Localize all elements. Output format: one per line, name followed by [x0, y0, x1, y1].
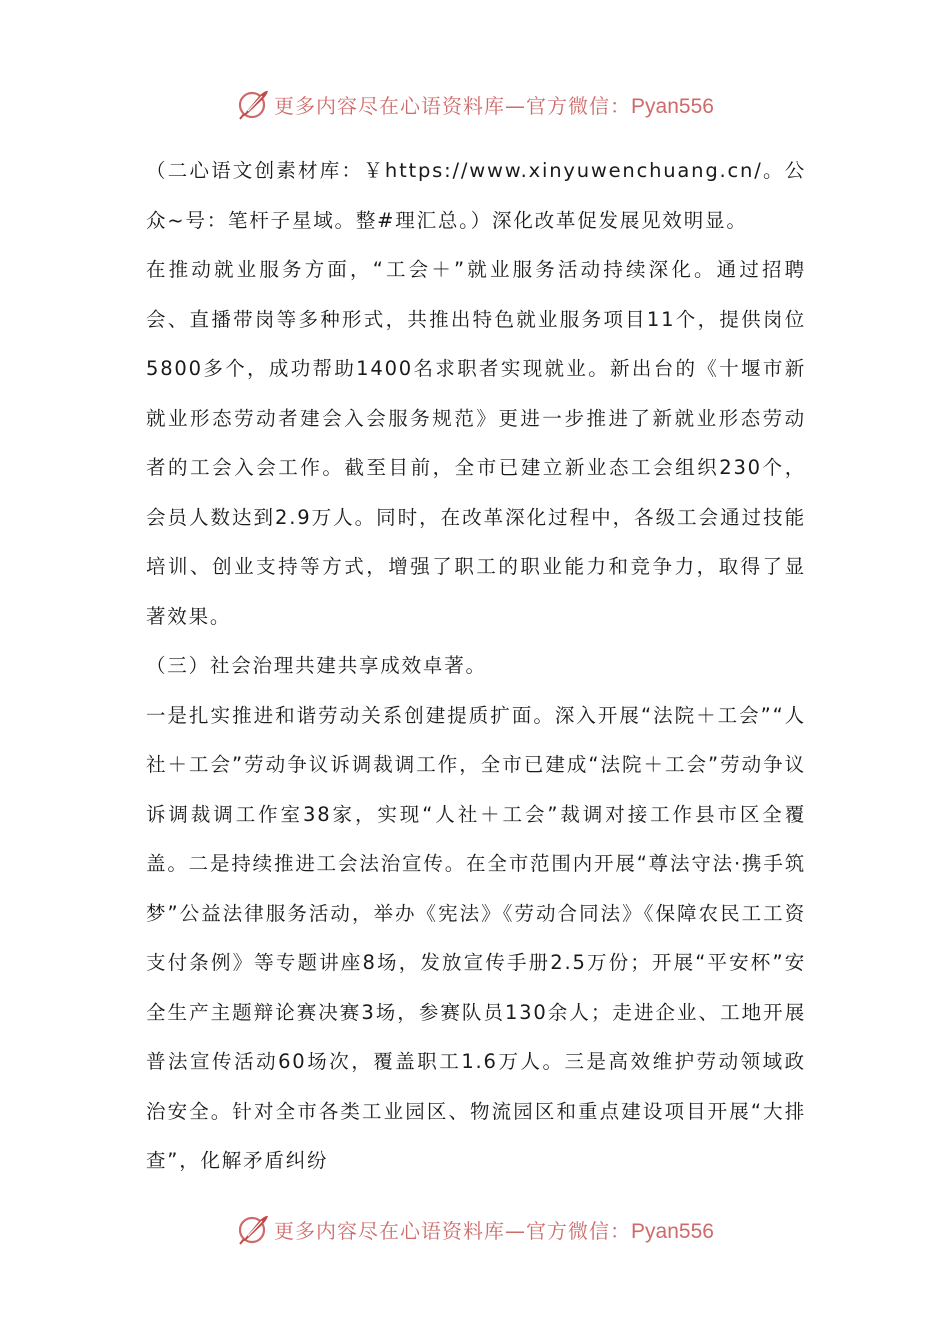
document-body	[146, 146, 806, 1186]
wechat-handle: Pyan556	[631, 1219, 714, 1243]
banner-text	[274, 1215, 714, 1244]
footer-banner	[0, 1209, 950, 1249]
paragraph-labor-relations: 一是扎实推进和谐劳动关系创建提质扩面。深入开展“法院＋工会”“人社＋工会”劳动争议诉调裁调工作，全市已建成“法院＋工会”劳动争议诉调裁调工作室38家，实现“人社＋工会”裁调对接工作县市区全覆盖。二是持续推进工会法治宣传。在全市范围内开展“尊法守法·携手筑梦”公益法律服务活动，举办《宪法》《劳动合同法》《保障农民工工资支付条例》等专题讲座8场，发放宣传手册2.5万份；开展“平安杯”安全生产主题辩论赛决赛3场，参赛队员130余人；走进企业、工地开展普法宣传活动60场次，覆盖职工1.6万人。三是高效维护劳动领域政治安全。针对全市各类工业园区、物流园区和重点建设项目开展“大排查”，化解矛盾纠纷	[146, 703, 806, 1172]
banner-text	[274, 90, 714, 119]
paragraph-employment-service: 在推动就业服务方面，“工会＋”就业服务活动持续深化。通过招聘会、直播带岗等多种形式，共推出特色就业服务项目11个，提供岗位5800多个，成功帮助1400名求职者实现就业。新出台的《十堰市新就业形态劳动者建会入会服务规范》更进一步推进了新就业形态劳动者的工会入会工作。截至目前，全市已建立新业态工会组织230个，会员人数达到2.9万人。同时，在改革深化过程中，各级工会通过技能培训、创业支持等方式，增强了职工的职业能力和竞争力，取得了显著效果。	[146, 258, 806, 628]
header-banner	[0, 84, 950, 124]
banner-slogan: 更多内容尽在心语资料库—官方微信：	[274, 93, 632, 118]
wechat-handle: Pyan556	[631, 94, 714, 118]
quill-pen-circle-icon	[236, 87, 270, 121]
banner-slogan: 更多内容尽在心语资料库—官方微信：	[274, 1218, 632, 1243]
quill-pen-circle-icon	[236, 1212, 270, 1246]
paragraph-intro: （二心语文创素材库：￥https://www.xinyuwenchuang.cn/。公众~号：笔杆子星域。整#理汇总。）深化改革促发展见效明显。	[146, 159, 806, 232]
section-heading-social-governance: （三）社会治理共建共享成效卓著。	[146, 654, 487, 677]
